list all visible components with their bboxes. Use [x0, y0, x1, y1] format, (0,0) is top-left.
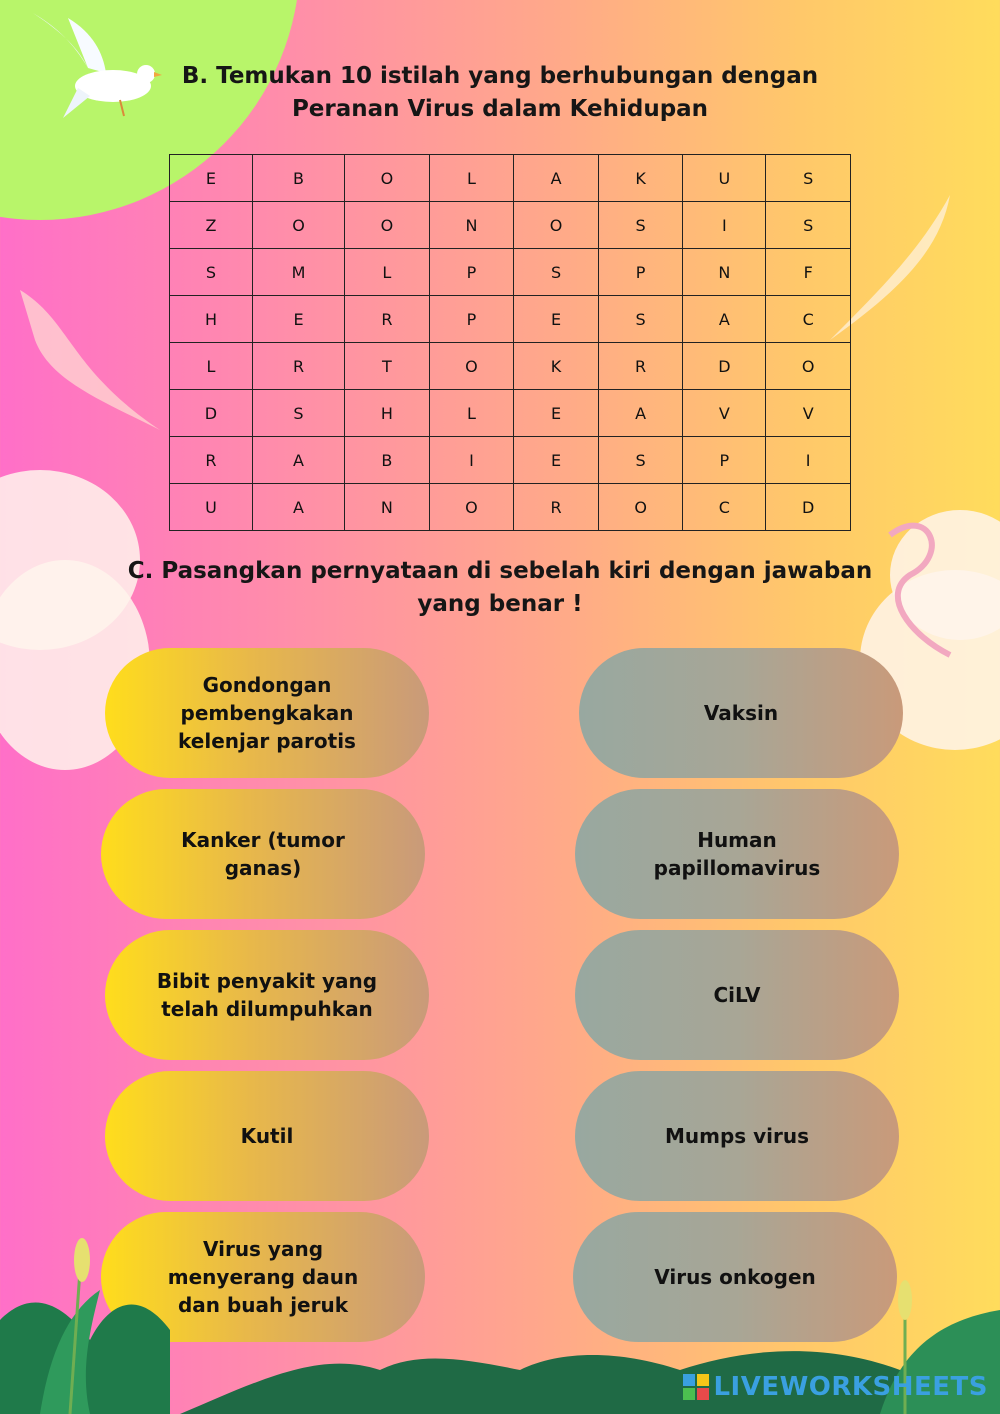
grid-cell[interactable]: L	[345, 249, 430, 296]
grid-cell[interactable]: S	[598, 296, 683, 343]
grid-cell[interactable]: S	[170, 249, 253, 296]
match-answer-1[interactable]	[579, 648, 903, 778]
grid-cell[interactable]: L	[429, 155, 514, 202]
grid-cell[interactable]: L	[429, 390, 514, 437]
grid-cell[interactable]: P	[683, 437, 766, 484]
grid-cell[interactable]: M	[252, 249, 344, 296]
grid-cell[interactable]: Z	[170, 202, 253, 249]
grid-row	[170, 343, 851, 390]
match-statement-text: Kanker (tumor ganas)	[181, 828, 345, 880]
grid-cell[interactable]: O	[429, 343, 514, 390]
feather-icon	[10, 280, 170, 440]
grid-cell[interactable]: D	[683, 343, 766, 390]
match-answer-text: Human papillomavirus	[653, 828, 821, 880]
grid-row	[170, 155, 851, 202]
grid-cell[interactable]: R	[514, 484, 599, 531]
grid-cell[interactable]: O	[345, 155, 430, 202]
grid-cell[interactable]: P	[429, 296, 514, 343]
grid-cell[interactable]: O	[598, 484, 683, 531]
grid-cell[interactable]: S	[766, 155, 851, 202]
grid-cell[interactable]: H	[170, 296, 253, 343]
grid-cell[interactable]: B	[252, 155, 344, 202]
grid-cell[interactable]: E	[514, 296, 599, 343]
match-answer-text: CiLV	[713, 983, 761, 1007]
grid-row	[170, 390, 851, 437]
grid-cell[interactable]: U	[683, 155, 766, 202]
grid-cell[interactable]: O	[514, 202, 599, 249]
match-answer-text: Virus onkogen	[654, 1265, 816, 1289]
match-answer-text: Mumps virus	[664, 1124, 810, 1148]
grid-cell[interactable]: A	[514, 155, 599, 202]
grid-cell[interactable]: T	[345, 343, 430, 390]
liveworksheets-logo-icon	[683, 1374, 709, 1400]
grid-cell[interactable]: O	[345, 202, 430, 249]
grid-cell[interactable]: S	[514, 249, 599, 296]
match-statement-text: Kutil	[240, 1124, 294, 1148]
grid-cell[interactable]: C	[766, 296, 851, 343]
grid-cell[interactable]: S	[598, 437, 683, 484]
grid-cell[interactable]: A	[252, 437, 344, 484]
grid-cell[interactable]: I	[766, 437, 851, 484]
match-statement-2[interactable]	[101, 789, 425, 919]
grid-cell[interactable]: I	[429, 437, 514, 484]
grid-cell[interactable]: E	[514, 390, 599, 437]
liveworksheets-logo-text: LIVEWORKSHEETS	[713, 1372, 988, 1402]
grid-row	[170, 296, 851, 343]
match-statement-4[interactable]	[105, 1071, 429, 1201]
grid-cell[interactable]: V	[766, 390, 851, 437]
grid-row	[170, 437, 851, 484]
grid-cell[interactable]: S	[252, 390, 344, 437]
section-b-title-line2: Peranan Virus dalam Kehidupan	[291, 96, 709, 122]
section-c-title-line1: C. Pasangkan pernyataan di sebelah kiri dengan jawaban	[127, 558, 873, 584]
grid-cell[interactable]: U	[170, 484, 253, 531]
section-b-title	[0, 60, 1000, 126]
grid-cell[interactable]: E	[514, 437, 599, 484]
grid-cell[interactable]: F	[766, 249, 851, 296]
match-statement-text: Bibit penyakit yang telah dilumpuhkan	[156, 969, 378, 1021]
grid-cell[interactable]: H	[345, 390, 430, 437]
grid-cell[interactable]: O	[766, 343, 851, 390]
grid-cell[interactable]: N	[683, 249, 766, 296]
grid-cell[interactable]: E	[252, 296, 344, 343]
grid-cell[interactable]: I	[683, 202, 766, 249]
match-answer-4[interactable]	[575, 1071, 899, 1201]
grid-cell[interactable]: A	[252, 484, 344, 531]
grid-cell[interactable]: D	[170, 390, 253, 437]
grid-cell[interactable]: R	[345, 296, 430, 343]
grid-cell[interactable]: N	[429, 202, 514, 249]
grid-cell[interactable]: K	[514, 343, 599, 390]
grid-cell[interactable]: O	[252, 202, 344, 249]
grid-cell[interactable]: R	[252, 343, 344, 390]
grid-row	[170, 484, 851, 531]
grid-cell[interactable]: A	[683, 296, 766, 343]
grid-row	[170, 249, 851, 296]
match-statement-1[interactable]	[105, 648, 429, 778]
grid-cell[interactable]: E	[170, 155, 253, 202]
section-c-title	[0, 555, 1000, 621]
match-statement-text: Gondongan pembengkakan kelenjar parotis	[178, 673, 356, 753]
grid-cell[interactable]: P	[429, 249, 514, 296]
liveworksheets-logo	[683, 1372, 988, 1402]
grid-cell[interactable]: A	[598, 390, 683, 437]
grid-cell[interactable]: V	[683, 390, 766, 437]
grid-cell[interactable]: B	[345, 437, 430, 484]
match-statement-3[interactable]	[105, 930, 429, 1060]
grid-cell[interactable]: S	[766, 202, 851, 249]
grid-cell[interactable]: D	[766, 484, 851, 531]
match-answer-text: Vaksin	[703, 701, 779, 725]
grid-cell[interactable]: O	[429, 484, 514, 531]
grid-cell[interactable]: N	[345, 484, 430, 531]
section-c-title-line2: yang benar !	[417, 591, 583, 617]
grid-cell[interactable]: P	[598, 249, 683, 296]
section-b-title-line1: B. Temukan 10 istilah yang berhubungan dengan	[181, 63, 819, 89]
grid-cell[interactable]: R	[170, 437, 253, 484]
word-search-grid	[169, 154, 851, 531]
match-statement-text: Virus yang menyerang daun dan buah jeruk	[167, 1237, 359, 1317]
match-answer-2[interactable]	[575, 789, 899, 919]
grid-cell[interactable]: K	[598, 155, 683, 202]
grid-cell[interactable]: S	[598, 202, 683, 249]
grid-cell[interactable]: C	[683, 484, 766, 531]
grid-row	[170, 202, 851, 249]
grid-cell[interactable]: L	[170, 343, 253, 390]
grid-cell[interactable]: R	[598, 343, 683, 390]
match-answer-3[interactable]	[575, 930, 899, 1060]
